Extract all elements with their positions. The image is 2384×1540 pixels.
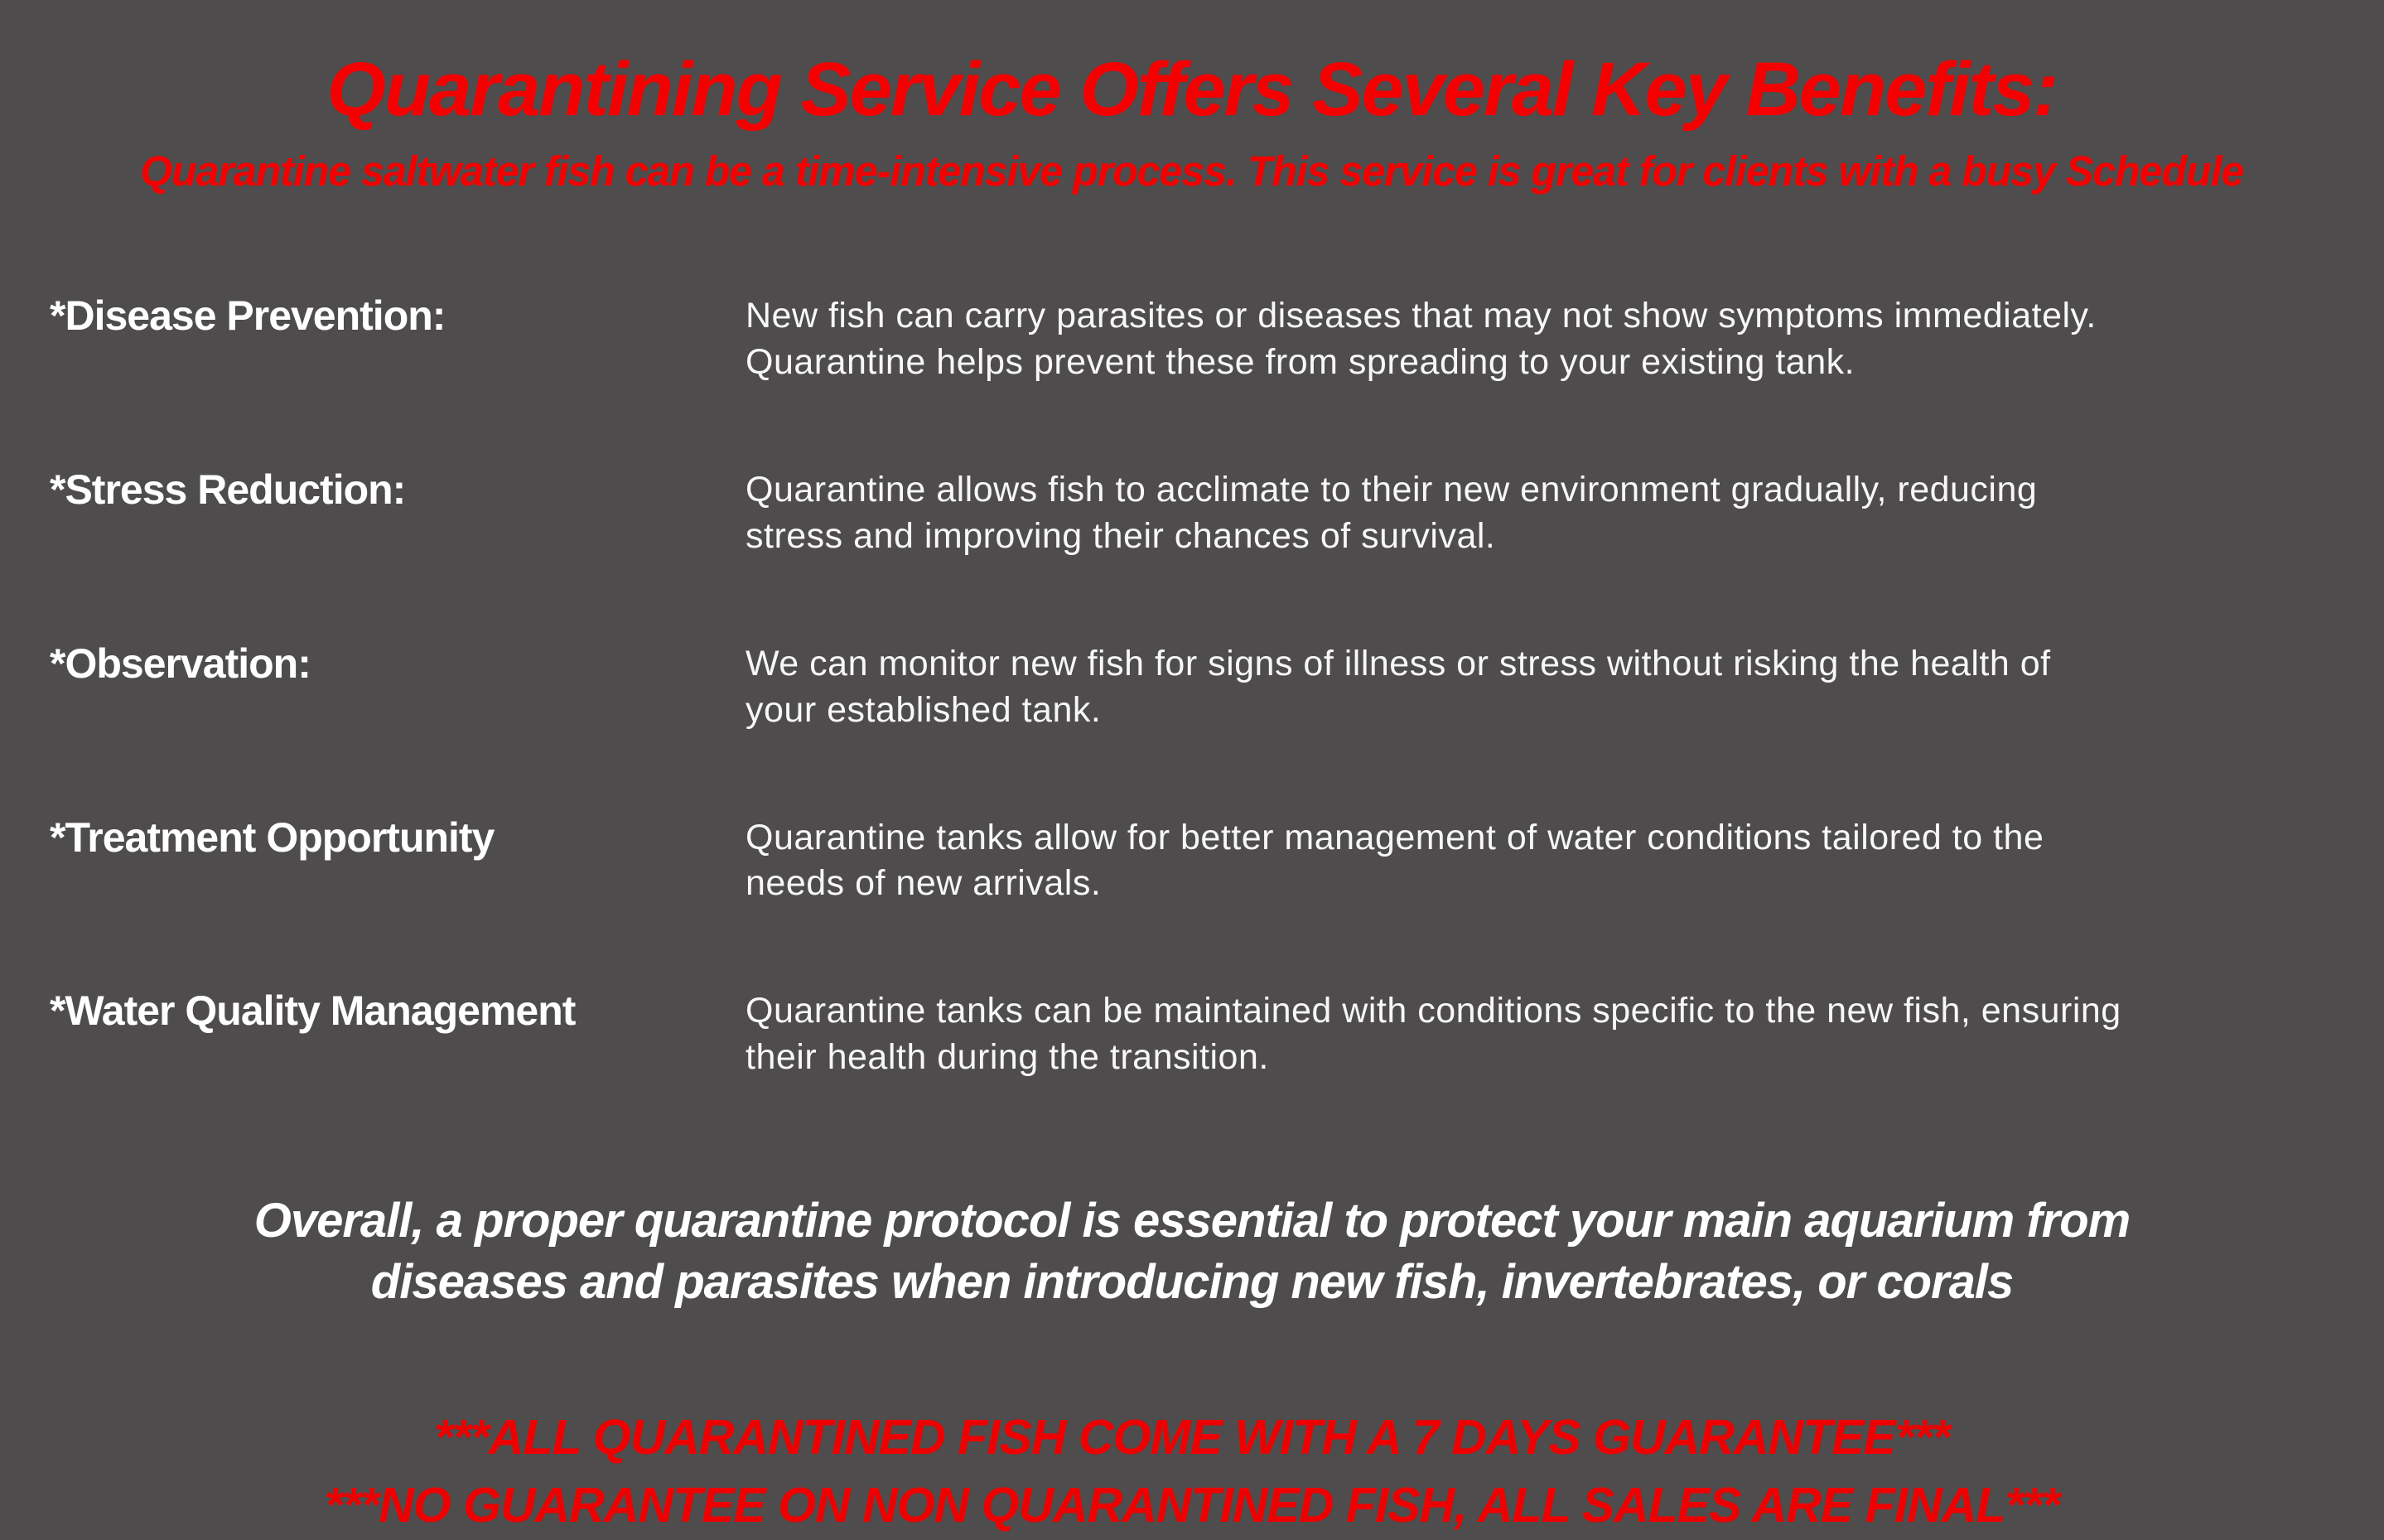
benefit-label: *Observation: [50,640,311,687]
benefit-row-treatment-opportunity [0,815,2384,908]
benefit-row-observation [0,641,2384,734]
summary-line: diseases and parasites when introducing new fish, invertebrates, or corals [370,1255,2014,1310]
summary-statement [0,1190,2384,1313]
page-title: Quarantining Service Offers Several Key Benefits: [326,47,2058,132]
benefit-label: *Stress Reduction: [50,466,406,513]
benefit-row-water-quality-management [0,988,2384,1081]
benefit-description-line: New fish can carry parasites or diseases that may not show symptoms immediately. [746,296,2097,336]
benefit-description-line: Quarantine allows fish to acclimate to their new environment gradually, reducing [746,469,2038,509]
page-subtitle: Quarantine saltwater fish can be a time-intensive process. This service is great for clients with a busy Schedule [140,147,2244,196]
summary-line: Overall, a proper quarantine protocol is essential to protect your main aquarium from [253,1194,2131,1248]
benefit-description [746,815,2369,908]
benefit-label: *Disease Prevention: [50,292,446,340]
benefit-description [746,988,2369,1081]
benefit-description [746,641,2369,734]
benefit-description-line: Quarantine tanks allow for better management of water conditions tailored to the [746,817,2044,857]
benefit-description-line: needs of new arrivals. [746,863,1102,904]
guarantee-line-2: ***NO GUARANTEE ON NON QUARANTINED FISH, ALL SALES ARE FINAL*** [324,1478,2060,1533]
benefit-description-line: We can monitor new fish for signs of illness or stress without risking the health of [746,643,2051,683]
benefit-description-line: Quarantine helps prevent these from spreading to your existing tank. [746,342,1856,383]
benefit-description-line: your established tank. [746,689,1102,730]
benefits-list [0,293,2384,1081]
benefit-description [746,293,2369,386]
benefit-description-line: Quarantine tanks can be maintained with conditions specific to the new fish, ensuring [746,991,2121,1031]
benefit-row-disease-prevention [0,293,2384,386]
benefit-label: *Water Quality Management [50,987,576,1035]
guarantee-line-1: ***ALL QUARANTINED FISH COME WITH A 7 DAYS GUARANTEE*** [434,1409,1950,1465]
header [0,0,2384,196]
guarantee-notice [0,1403,2384,1540]
benefit-label: *Treatment Opportunity [50,813,495,861]
benefit-description-line: stress and improving their chances of survival. [746,515,1496,556]
benefit-description-line: their health during the transition. [746,1037,1269,1078]
benefit-row-stress-reduction [0,467,2384,560]
benefit-description [746,467,2369,560]
